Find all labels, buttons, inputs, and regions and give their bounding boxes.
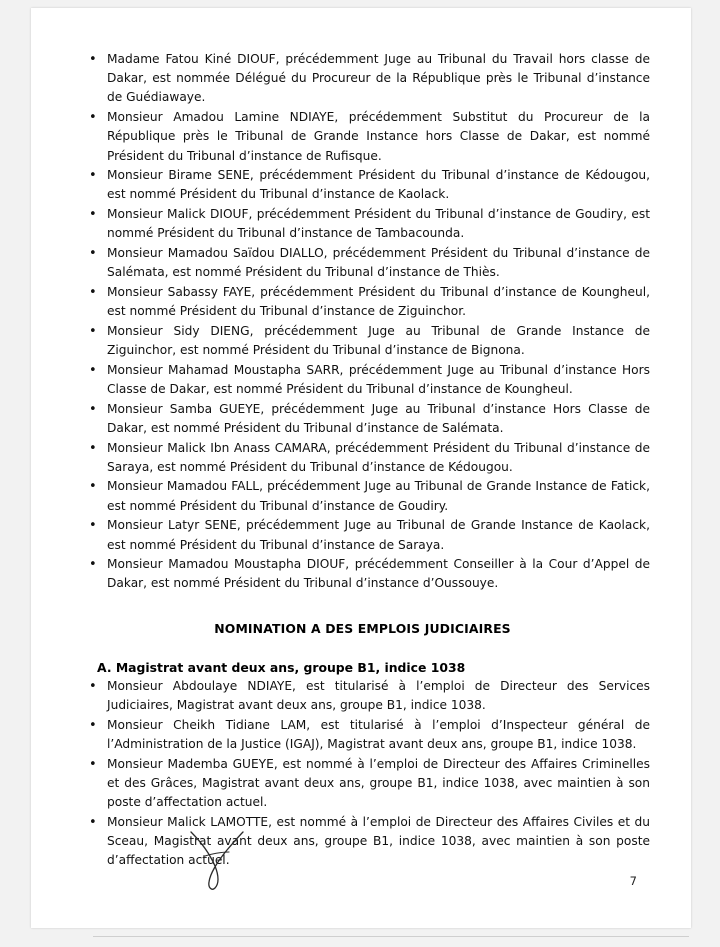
list-item: • Monsieur Sabassy FAYE, précédemment Président du Tribunal d’instance de Koungheul, est nommé Président du Tribunal d’instance de Ziguinchor. xyxy=(75,283,650,321)
list-item: • Monsieur Mamadou Moustapha DIOUF, précédemment Conseiller à la Cour d’Appel de Dakar, est nommé Président du Tribunal d’instance d’Oussouye. xyxy=(75,555,650,593)
list-item: • Monsieur Malick LAMOTTE, est nommé à l’emploi de Directeur des Affaires Civiles et du Sceau, Magistrat avant deux ans, groupe B1, indice 1038, avec maintien à son poste d’affectation actuel. xyxy=(75,813,650,871)
page-number: 7 xyxy=(629,874,637,888)
page-top-margin xyxy=(31,0,691,8)
page-inner xyxy=(31,8,691,928)
footer-divider xyxy=(93,936,689,937)
list-item: • Monsieur Mamadou FALL, précédemment Juge au Tribunal de Grande Instance de Fatick, est nommé Président du Tribunal d’instance de Goudiry. xyxy=(75,477,650,515)
list-item: • Monsieur Malick DIOUF, précédemment Président du Tribunal d’instance de Goudiry, est nommé Président du Tribunal d’instance de Tambacounda. xyxy=(75,205,650,243)
list-item: • Madame Fatou Kiné DIOUF, précédemment Juge au Tribunal du Travail hors classe de Dakar, est nommée Délégué du Procureur de la République près le Tribunal d’instance de Guédiawaye. xyxy=(75,50,650,108)
list-item: • Monsieur Amadou Lamine NDIAYE, précédemment Substitut du Procureur de la République près le Tribunal de Grande Instance hors Classe de Dakar, est nommé Président du Tribunal d’instance de Rufisque. xyxy=(75,108,650,166)
list-item: • Monsieur Abdoulaye NDIAYE, est titularisé à l’emploi de Directeur des Services Judiciaires, Magistrat avant deux ans, groupe B1, indice 1038. xyxy=(75,677,650,715)
document-page xyxy=(31,8,691,928)
list-item: • Monsieur Malick Ibn Anass CAMARA, précédemment Président du Tribunal d’instance de Saraya, est nommé Président du Tribunal d’instance de Kédougou. xyxy=(75,439,650,477)
list-item: • Monsieur Mamadou Saïdou DIALLO, précédemment Président du Tribunal d’instance de Salémata, est nommé Président du Tribunal d’instance de Thiès. xyxy=(75,244,650,282)
list-item: • Monsieur Samba GUEYE, précédemment Juge au Tribunal d’instance Hors Classe de Dakar, est nommé Président du Tribunal d’instance de Salémata. xyxy=(75,400,650,438)
list-item: • Monsieur Birame SENE, précédemment Président du Tribunal d’instance de Kédougou, est nommé Président du Tribunal d’instance de Kaolack. xyxy=(75,166,650,204)
list-item: • Monsieur Mahamad Moustapha SARR, précédemment Juge au Tribunal d’instance Hors Classe de Dakar, est nommé Président du Tribunal d’instance de Koungheul. xyxy=(75,361,650,399)
section-heading: NOMINATION A DES EMPLOIS JUDICIAIRES xyxy=(214,620,511,636)
subsection-heading: A. Magistrat avant deux ans, groupe B1, indice 1038 xyxy=(97,659,466,675)
list-item: • Monsieur Latyr SENE, précédemment Juge au Tribunal de Grande Instance de Kaolack, est nommé Président du Tribunal d’instance de Saraya. xyxy=(75,516,650,554)
list-item: • Monsieur Sidy DIENG, précédemment Juge au Tribunal de Grande Instance de Ziguinchor, est nommé Président du Tribunal d’instance de Bignona. xyxy=(75,322,650,360)
list-item: • Monsieur Cheikh Tidiane LAM, est titularisé à l’emploi d’Inspecteur général de l’Administration de la Justice (IGAJ), Magistrat avant deux ans, groupe B1, indice 1038. xyxy=(75,716,650,754)
nomination-list-judicial-courts xyxy=(75,50,650,594)
list-item: • Monsieur Mademba GUEYE, est nommé à l’emploi de Directeur des Affaires Criminelles et des Grâces, Magistrat avant deux ans, groupe B1, indice 1038, avec maintien à son poste d’affectation actuel. xyxy=(75,755,650,813)
nomination-list-employment xyxy=(75,677,650,871)
page-content xyxy=(75,50,650,871)
